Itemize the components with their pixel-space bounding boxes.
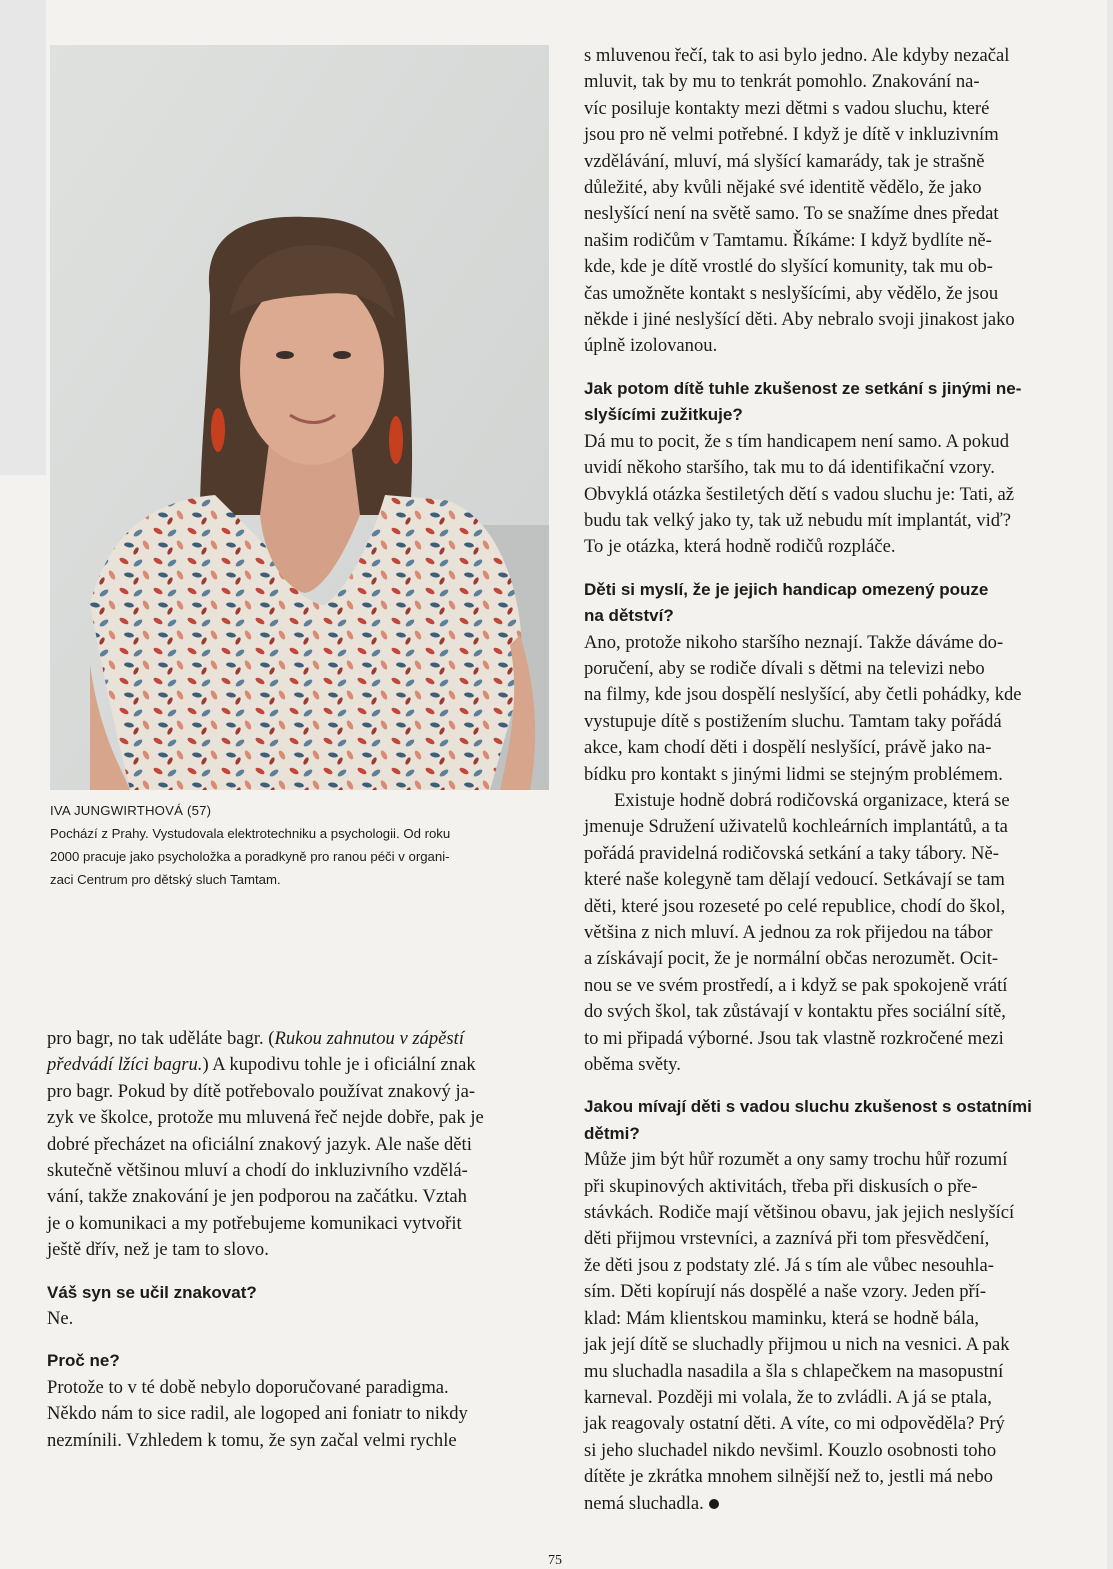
body-line: kde, kde je dítě vrostlé do slyšící komunity, tak mu ob-: [584, 256, 993, 278]
body-line: Dá mu to pocit, že s tím handicapem není samo. A pokud: [584, 430, 1009, 452]
body-line: někde i jiné neslyšící děti. Aby nebralo svoji jinakost jako: [584, 309, 1015, 331]
body-line: nou se ve svém prostředí, a i když se pak spokojeně vrátí: [584, 974, 1008, 996]
body-line: děti přijmou vrstevníci, a zaznívá při tom přesvědčení,: [584, 1228, 990, 1250]
body-line: poručení, aby se rodiče dívali s dětmi na televizi nebo: [584, 657, 985, 679]
body-line: stávkách. Rodiče mají většinou obavu, jak jejich neslyšící: [584, 1202, 1015, 1224]
body-line: sím. Děti kopírují nás dospělé a naše vzory. Jeden pří-: [584, 1281, 987, 1303]
body-line: víc posiluje kontakty mezi dětmi s vadou sluchu, které: [584, 97, 990, 119]
interview-question: dětmi?: [584, 1123, 640, 1143]
body-line: které naše kolegyně tam dělají vedoucí. Setkávají se tam: [584, 869, 1005, 891]
photo-caption: [50, 799, 555, 891]
body-line: vzdělávání, mluví, má slyšící kamarády, tak je strašně: [584, 150, 985, 172]
body-line: oběma světy.: [584, 1054, 681, 1076]
body-line: [47, 1026, 550, 1052]
body-line: mluvit, tak by mu to tenkrát pomohlo. Znakování na-: [584, 71, 980, 93]
interview-question: Děti si myslí, že je jejich handicap omezený pouze: [584, 579, 989, 599]
body-line: dobré přecházet na oficiální znakový jazyk. Ale naše děti: [47, 1133, 472, 1155]
body-line: Může jim být hůř rozumět a ony samy trochu hůř rozumí: [584, 1149, 1008, 1171]
body-line: uvidí někoho staršího, tak mu to dá identifikační vzory.: [584, 457, 995, 479]
body-line: do svých škol, tak zůstávají v kontaktu přes sociální sítě,: [584, 1001, 1006, 1023]
body-line: skutečně většinou mluví a chodí do inkluzivního vzdělá-: [47, 1160, 468, 1182]
body-line: že děti jsou z podstaty zlé. Já s tím ale vůbec nesouhla-: [584, 1254, 994, 1276]
body-line: Někdo nám to sice radil, ale logoped ani foniatr to nikdy: [47, 1403, 468, 1425]
body-line: vystupuje dítě s postižením sluchu. Tamtam taky pořádá: [584, 710, 1002, 732]
left-column: [47, 1026, 550, 1454]
body-line: klad: Mám klientskou maminku, která se hodně bála,: [584, 1307, 980, 1329]
body-line: karneval. Později mi volala, že to zvládli. A já se ptala,: [584, 1386, 992, 1408]
page-edge: [1107, 0, 1113, 1569]
portrait-illustration: [50, 45, 549, 790]
interview-question: Jakou mívají děti s vadou sluchu zkušenost s ostatními: [584, 1097, 1032, 1117]
interview-question: Proč ne?: [47, 1351, 120, 1371]
body-line: jsou pro ně velmi potřebné. I když je dítě v inkluzivním: [584, 124, 999, 146]
body-line: pořádá pravidelná rodičovská setkání a taky tábory. Ně-: [584, 842, 999, 864]
body-line: pro bagr. Pokud by dítě potřebovalo používat znakový ja-: [47, 1080, 476, 1102]
body-line: Protože to v té době nebylo doporučované paradigma.: [47, 1376, 449, 1398]
body-line: mu sluchadla nasadila a šla s chlapečkem na masopustní: [584, 1360, 1004, 1382]
interview-question: Jak potom dítě tuhle zkušenost ze setkání s jinými ne-: [584, 378, 1022, 398]
body-line: a získávají pocit, že je normální občas nerozumět. Ocit-: [584, 948, 999, 970]
body-line: jak reagovaly ostatní děti. A víte, co mi odpověděla? Prý: [584, 1413, 1005, 1435]
body-line: většina z nich mluví. A jednou za rok přijedou na tábor: [584, 922, 993, 943]
caption-line: Pochází z Prahy. Vystudovala elektrotechniku a psychologii. Od roku: [50, 826, 451, 841]
text-run: ) A kupodivu tohle je i oficiální znak: [202, 1054, 476, 1076]
body-line: Existuje hodně dobrá rodičovská organizace, která se: [614, 789, 1010, 811]
body-line: zyk ve školce, protože mu mluvená řeč nejde dobře, pak je: [47, 1107, 484, 1129]
body-line: [584, 1491, 1082, 1517]
interview-question: na dětství?: [584, 606, 674, 626]
body-line: budu tak velký jako ty, tak už nebudu mít implantát, viď?: [584, 509, 1012, 531]
body-line: bídku pro kontakt s jinými lidmi se stejným problémem.: [584, 763, 1003, 785]
end-mark-icon: [709, 1499, 719, 1509]
interview-question: slyšícími zužitkuje?: [584, 405, 743, 425]
interview-question: Váš syn se učil znakovat?: [47, 1282, 257, 1302]
body-line: neslyšící není na světě samo. To se snažíme dnes předat: [584, 203, 999, 225]
body-line: jak její dítě se sluchadly přijmou u nich na vesnici. A pak: [584, 1334, 1010, 1356]
body-line: to mi připadá výborné. Jsou tak vlastně rozkročené mezi: [584, 1027, 1004, 1049]
body-line: jmenuje Sdružení uživatelů kochleárních implantátů, a ta: [584, 816, 1008, 838]
text-run: pro bagr, no tak uděláte bagr. (: [47, 1028, 275, 1049]
body-line: ještě dřív, než je tam to slovo.: [47, 1239, 269, 1261]
caption-line: zaci Centrum pro dětský sluch Tamtam.: [50, 872, 281, 887]
body-line: děti, které jsou rozeseté po celé republice, chodí do škol,: [584, 895, 1006, 917]
caption-name: IVA JUNGWIRTHOVÁ (57): [50, 803, 212, 818]
body-line: akce, kam chodí děti i dospělí neslyšící, právě jako na-: [584, 737, 992, 759]
body-line: čas umožněte kontakt s neslyšícími, aby vědělo, že jsou: [584, 282, 999, 304]
body-line: našim rodičům v Tamtamu. Říkáme: I když bydlíte ně-: [584, 229, 992, 251]
adjacent-page-strip: [0, 0, 46, 475]
body-line: dítěte je zkrátka mnohem silnější než to, jestli má nebo: [584, 1466, 993, 1488]
body-line: [47, 1052, 550, 1078]
portrait-photo: [50, 45, 549, 790]
italic-run: Rukou zahnutou v zápěstí: [274, 1028, 465, 1049]
body-line: na filmy, kde jsou dospělí neslyšící, aby četli pohádky, kde: [584, 684, 1022, 706]
body-line: si jeho sluchadel nikdo nevšiml. Kouzlo osobnosti toho: [584, 1439, 997, 1461]
body-line: nezmínili. Vzhledem k tomu, že syn začal velmi rychle: [47, 1429, 457, 1451]
body-line: Obvyklá otázka šestiletých dětí s vadou sluchu je: Tati, až: [584, 483, 1015, 505]
body-line: úplně izolovanou.: [584, 335, 718, 357]
body-line: Ne.: [47, 1308, 74, 1330]
text-run: nemá sluchadla.: [584, 1492, 704, 1514]
body-line: důležité, aby kvůli nějaké své identitě vědělo, že jako: [584, 177, 982, 199]
body-line: při skupinových aktivitách, třeba při diskusích o pře-: [584, 1175, 978, 1197]
right-column: [584, 43, 1082, 1517]
caption-line: 2000 pracuje jako psycholožka a poradkyně pro ranou péči v organi-: [50, 849, 450, 864]
body-line: vání, takže znakování je jen podporou na začátku. Vztah: [47, 1186, 467, 1208]
body-line: Ano, protože nikoho staršího neznají. Takže dáváme do-: [584, 631, 1004, 653]
body-line: To je otázka, která hodně rodičů rozpláče.: [584, 536, 896, 558]
body-line: s mluvenou řečí, tak to asi bylo jedno. Ale kdyby nezačal: [584, 45, 1010, 66]
body-line: je o komunikaci a my potřebujeme komunikaci vytvořit: [47, 1212, 462, 1234]
italic-run: předvádí lžíci bagru.: [47, 1054, 203, 1076]
page-number: 75: [548, 1553, 562, 1568]
